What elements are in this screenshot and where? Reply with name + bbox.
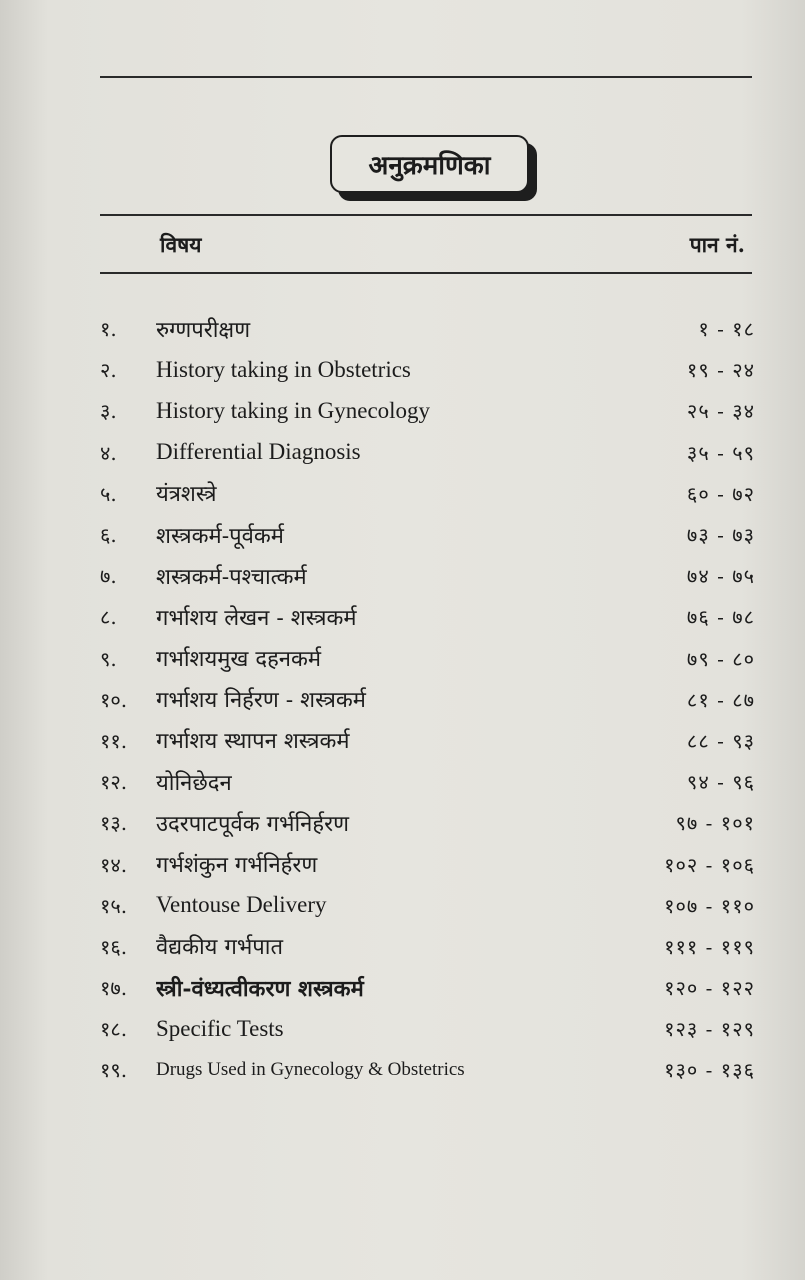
entry-title: गर्भाशय स्थापन शस्त्रकर्म (156, 729, 350, 755)
toc-row (100, 555, 755, 596)
entry-title: उदरपाटपूर्वक गर्भनिर्हरण (156, 811, 349, 837)
toc-row (100, 926, 755, 967)
toc-row (100, 308, 755, 349)
entry-pages: ९७ - १०१ (675, 811, 755, 836)
toc-row (100, 679, 755, 720)
entry-title: Differential Diagnosis (156, 439, 361, 465)
toc-row (100, 473, 755, 514)
entry-number: ८. (100, 605, 117, 630)
entry-pages: ७३ - ७३ (686, 523, 755, 548)
entry-title: योनिछेदन (156, 770, 232, 796)
entry-title: History taking in Gynecology (156, 397, 431, 423)
entry-title: रुग्णपरीक्षण (156, 317, 251, 343)
entry-number: १९. (100, 1058, 128, 1083)
entry-pages: १०२ - १०६ (664, 852, 755, 877)
entry-pages: ९४ - ९६ (686, 770, 755, 795)
entry-number: १०. (100, 687, 128, 712)
entry-pages: १९ - २४ (686, 358, 755, 383)
entry-title: गर्भाशय लेखन - शस्त्रकर्म (156, 605, 357, 631)
entry-number: १६. (100, 934, 128, 959)
entry-title: Ventouse Delivery (156, 892, 327, 918)
toc-row (100, 761, 755, 802)
entry-number: १. (100, 317, 117, 342)
entry-number: १२. (100, 770, 128, 795)
entry-number: ३. (100, 399, 117, 424)
header-top-rule (100, 214, 752, 216)
entry-pages: ७६ - ७८ (686, 605, 755, 630)
entry-title: शस्त्रकर्म-पश्चात्कर्म (156, 564, 307, 590)
toc-row (100, 514, 755, 555)
toc-row (100, 885, 755, 926)
entry-number: ५. (100, 481, 117, 506)
entry-title: Drugs Used in Gynecology & Obstetrics (156, 1058, 465, 1080)
toc-row (100, 596, 755, 637)
entry-title: गर्भाशयमुख दहनकर्म (156, 647, 322, 673)
toc-row (100, 638, 755, 679)
page-number-column-header: पान नं. (689, 232, 745, 257)
contents-heading: अनुक्रमणिका (330, 135, 529, 193)
toc-row (100, 1049, 755, 1090)
entry-title: गर्भशंकुन गर्भनिर्हरण (156, 853, 318, 879)
toc-row (100, 349, 755, 390)
toc-row (100, 720, 755, 761)
entry-title: यंत्रशस्त्रे (156, 482, 217, 508)
entry-number: १४. (100, 852, 128, 877)
entry-pages: १११ - ११९ (664, 934, 755, 959)
entry-title: स्त्री-वंध्यत्वीकरण शस्त्रकर्म (156, 975, 364, 1002)
entry-number: ६. (100, 523, 117, 548)
top-rule (100, 76, 752, 78)
entry-number: १८. (100, 1017, 128, 1042)
entry-title: Specific Tests (156, 1015, 284, 1041)
toc-row (100, 432, 755, 473)
entry-pages: ६० - ७२ (686, 481, 755, 506)
entry-number: ११. (100, 728, 128, 753)
entry-pages: ८८ - ९३ (686, 728, 755, 753)
entry-number: ४. (100, 440, 117, 465)
entry-pages: १२३ - १२९ (664, 1017, 755, 1042)
entry-number: १३. (100, 811, 128, 836)
header-bottom-rule (100, 272, 752, 274)
entry-title: History taking in Obstetrics (156, 356, 411, 382)
entry-pages: १२० - १२२ (664, 976, 755, 1001)
entry-title: वैद्यकीय गर्भपात (156, 935, 284, 961)
toc-row (100, 390, 755, 431)
table-of-contents (100, 308, 755, 1091)
entry-number: १७. (100, 976, 128, 1001)
entry-number: ९. (100, 646, 117, 671)
entry-pages: ३५ - ५९ (686, 440, 755, 465)
entry-pages: ७४ - ७५ (686, 564, 755, 589)
entry-title: शस्त्रकर्म-पूर्वकर्म (156, 523, 284, 549)
toc-row (100, 843, 755, 884)
entry-pages: १३० - १३६ (664, 1058, 755, 1083)
entry-number: ७. (100, 564, 117, 589)
entry-title: गर्भाशय निर्हरण - शस्त्रकर्म (156, 688, 366, 714)
subject-column-header: विषय (160, 232, 202, 257)
toc-row (100, 967, 755, 1008)
entry-pages: ८१ - ८७ (686, 687, 755, 712)
entry-pages: ७९ - ८० (686, 646, 755, 671)
entry-number: १५. (100, 893, 128, 918)
entry-pages: २५ - ३४ (686, 399, 755, 424)
toc-row (100, 1008, 755, 1049)
entry-pages: १ - १८ (698, 317, 755, 342)
entry-pages: १०७ - ११० (664, 893, 755, 918)
entry-number: २. (100, 358, 117, 383)
toc-row (100, 802, 755, 843)
